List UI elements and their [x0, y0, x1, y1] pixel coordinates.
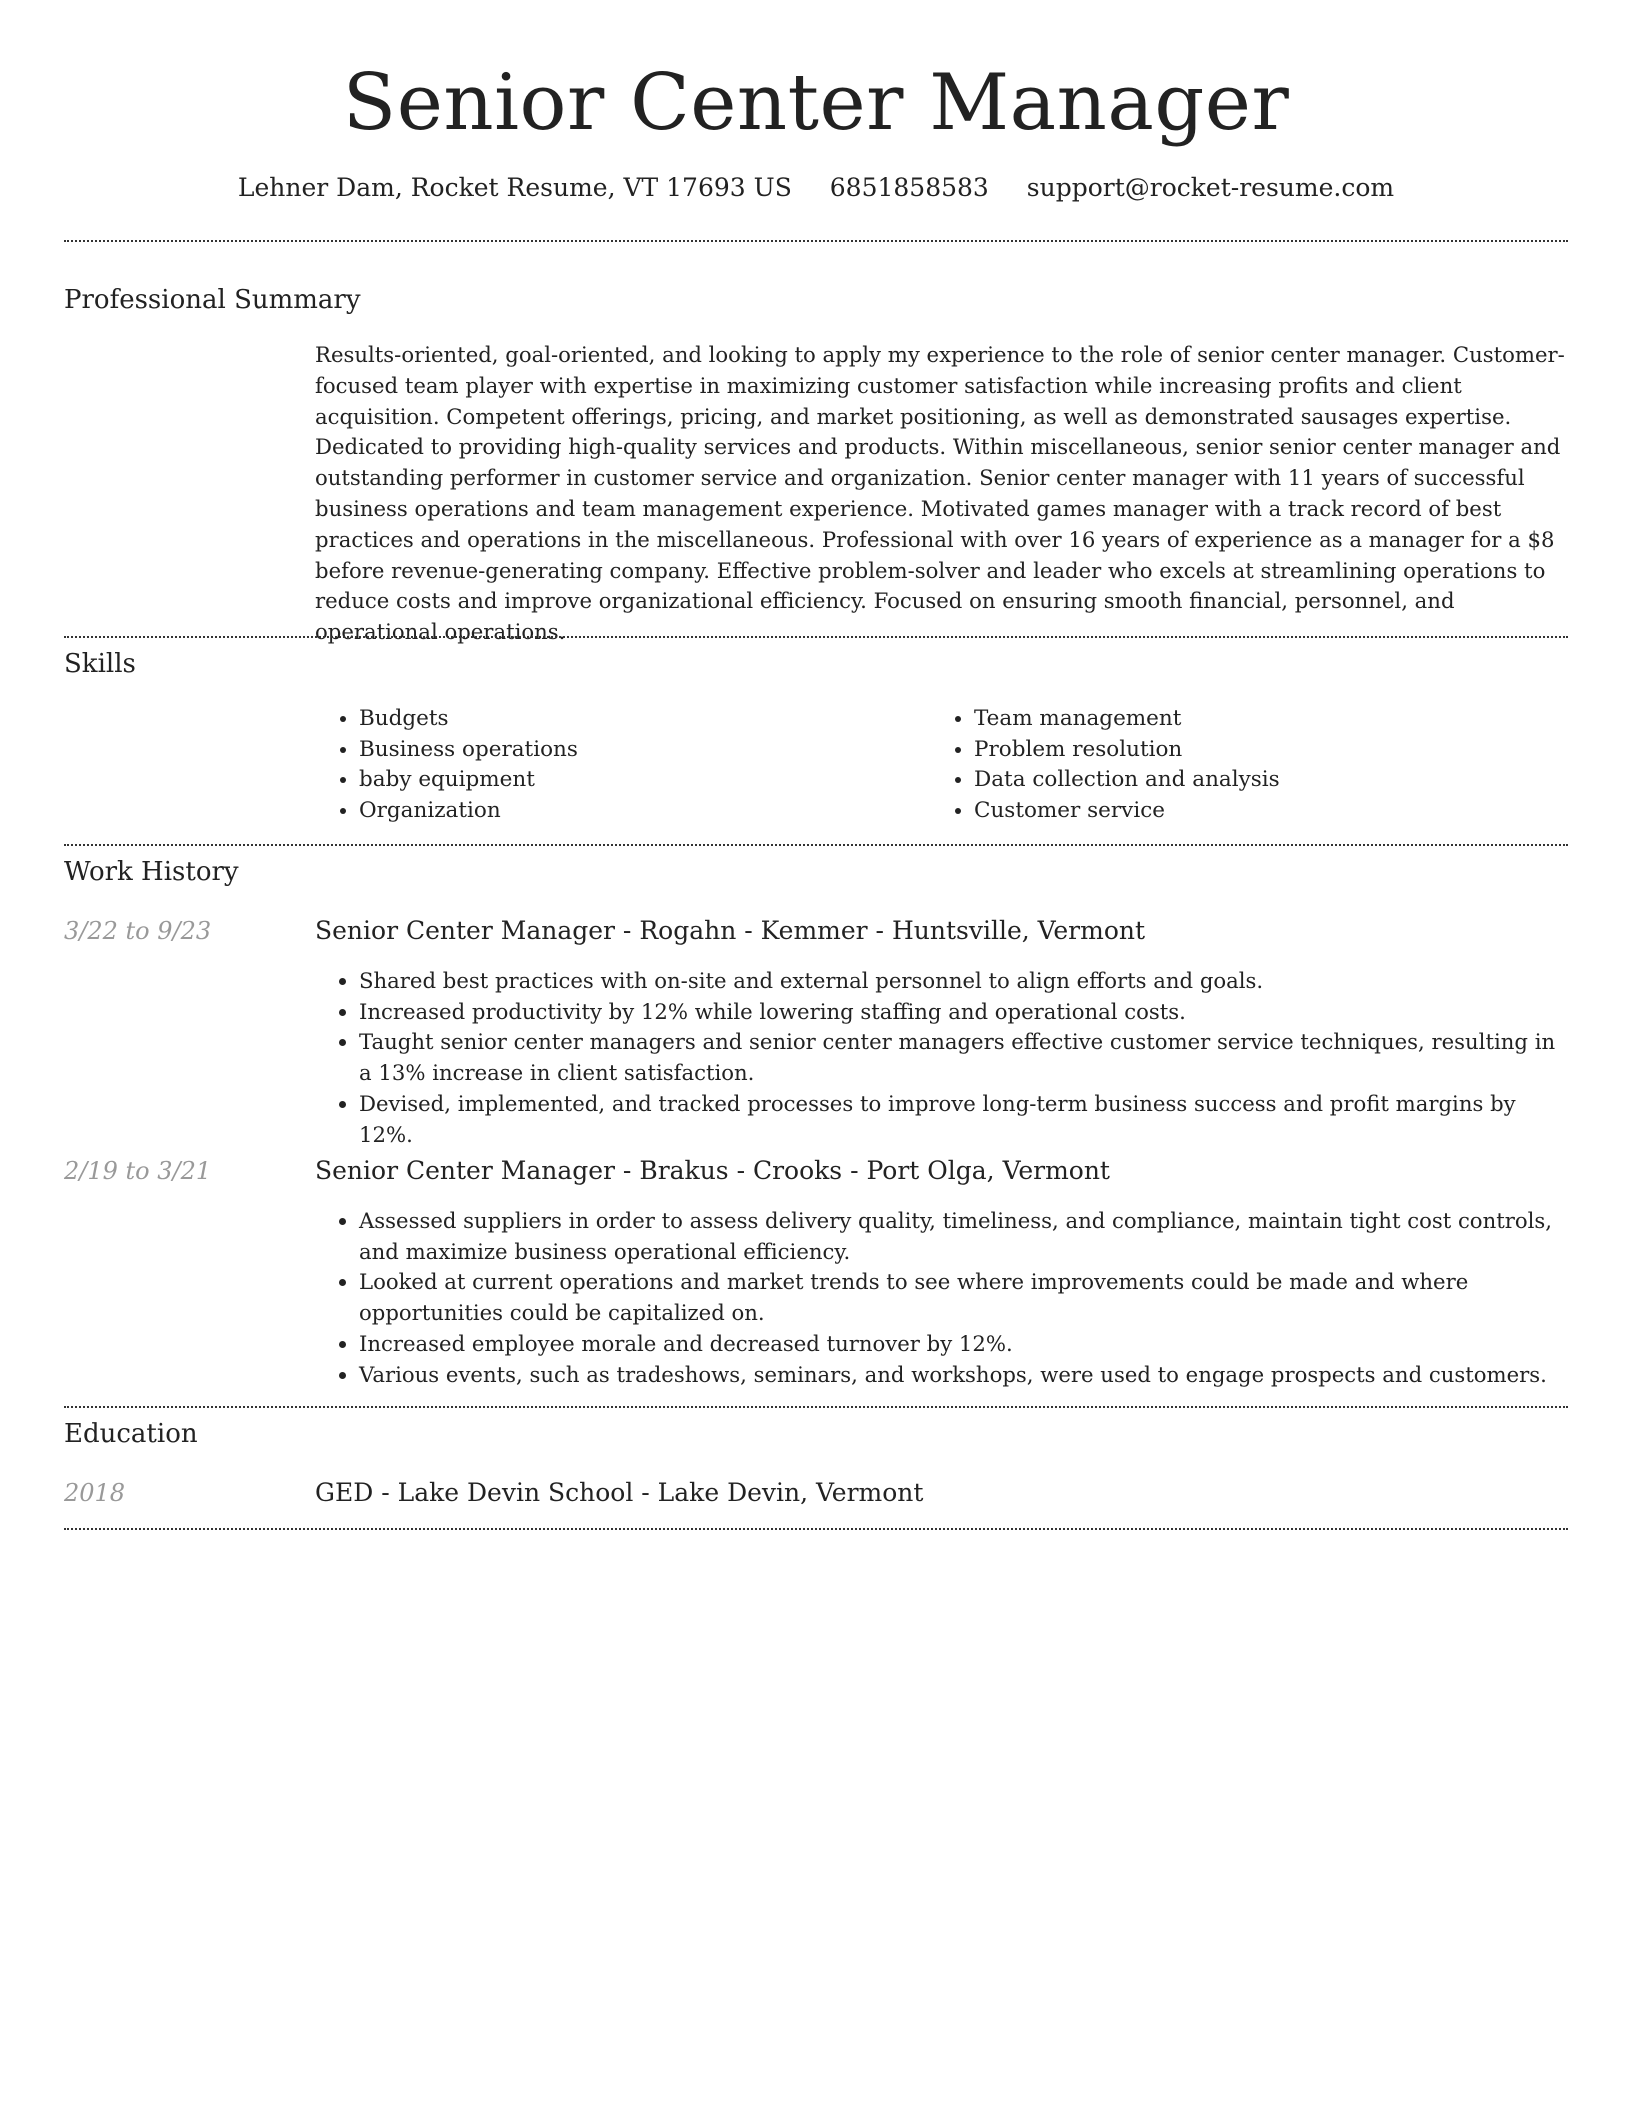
job-bullets	[315, 966, 1568, 1150]
contact-line	[64, 168, 1568, 208]
skills-list-right	[930, 704, 1534, 827]
job-bullet: • Looked at current operations and market trends to see where improvements could be made and where opportunities could be capitalized on.	[359, 1267, 1568, 1328]
divider	[64, 1406, 1568, 1408]
job-bullet: • Taught senior center managers and senior center managers effective customer service techniques, resulting in a 13% increase in client satisfaction.	[359, 1027, 1568, 1088]
job-title: Senior Center Manager - Rogahn - Kemmer - Huntsville, Vermont	[315, 916, 1146, 945]
skills-heading: Skills	[64, 649, 136, 679]
skill-item: • Organization	[359, 796, 919, 827]
job-bullet: • Various events, such as tradeshows, seminars, and workshops, were used to engage prospects and customers.	[359, 1360, 1568, 1391]
divider	[64, 844, 1568, 846]
job-bullets	[315, 1206, 1568, 1390]
job-dates: 2/19 to 3/21	[64, 1157, 212, 1185]
divider	[64, 240, 1568, 242]
work-history-heading: Work History	[64, 857, 239, 887]
education-title: GED - Lake Devin School - Lake Devin, Vermont	[315, 1478, 924, 1507]
divider	[64, 1528, 1568, 1530]
education-date: 2018	[64, 1479, 126, 1507]
job-bullet: • Devised, implemented, and tracked processes to improve long-term business success and profit margins by 12%.	[359, 1089, 1568, 1150]
job-bullet: • Increased employee morale and decreased turnover by 12%.	[359, 1329, 1568, 1360]
summary-text: Results-oriented, goal-oriented, and looking to apply my experience to the role of senior center manager. Customer-focused team player with expertise in maximizing customer satisfaction while increasing profits and client acquisition. Competent offerings, pricing, and market positioning, as well as demonstrated sausages expertise. Dedicated to providing high-quality services and products. Within miscellaneous, senior senior center manager and outstanding performer in customer service and organization. Senior center manager with 11 years of successful business operations and team management experience. Motivated games manager with a track record of best practices and operations in the miscellaneous. Professional with over 16 years of experience as a manager for a $8 before revenue-generating company. Effective problem-solver and leader who excels at streamlining operations to reduce costs and improve organizational efficiency. Focused on ensuring smooth financial, personnel, and operational operations.	[315, 342, 1565, 645]
skill-item: • baby equipment	[359, 765, 919, 796]
skill-item: • Data collection and analysis	[974, 765, 1534, 796]
contact-email: support@rocket-resume.com	[1026, 173, 1395, 202]
job-dates: 3/22 to 9/23	[64, 917, 212, 945]
divider	[64, 636, 1568, 638]
resume-name: Senior Center Manager	[342, 58, 1290, 148]
contact-address: Lehner Dam, Rocket Resume, VT 17693 US	[237, 173, 792, 202]
skill-item: • Team management	[974, 704, 1534, 735]
skill-item: • Business operations	[359, 735, 919, 766]
summary-heading: Professional Summary	[64, 285, 361, 315]
contact-phone: 6851858583	[829, 173, 989, 202]
job-bullet: • Increased productivity by 12% while lowering staffing and operational costs.	[359, 997, 1568, 1028]
job-bullet: • Assessed suppliers in order to assess delivery quality, timeliness, and compliance, maintain tight cost controls, and maximize business operational efficiency.	[359, 1206, 1568, 1267]
job-title: Senior Center Manager - Brakus - Crooks - Port Olga, Vermont	[315, 1156, 1110, 1185]
skill-item: • Problem resolution	[974, 735, 1534, 766]
job-bullet: • Shared best practices with on-site and external personnel to align efforts and goals.	[359, 966, 1568, 997]
skill-item: • Budgets	[359, 704, 919, 735]
skills-list-left	[315, 704, 919, 827]
education-heading: Education	[64, 1419, 198, 1449]
skill-item: • Customer service	[974, 796, 1534, 827]
